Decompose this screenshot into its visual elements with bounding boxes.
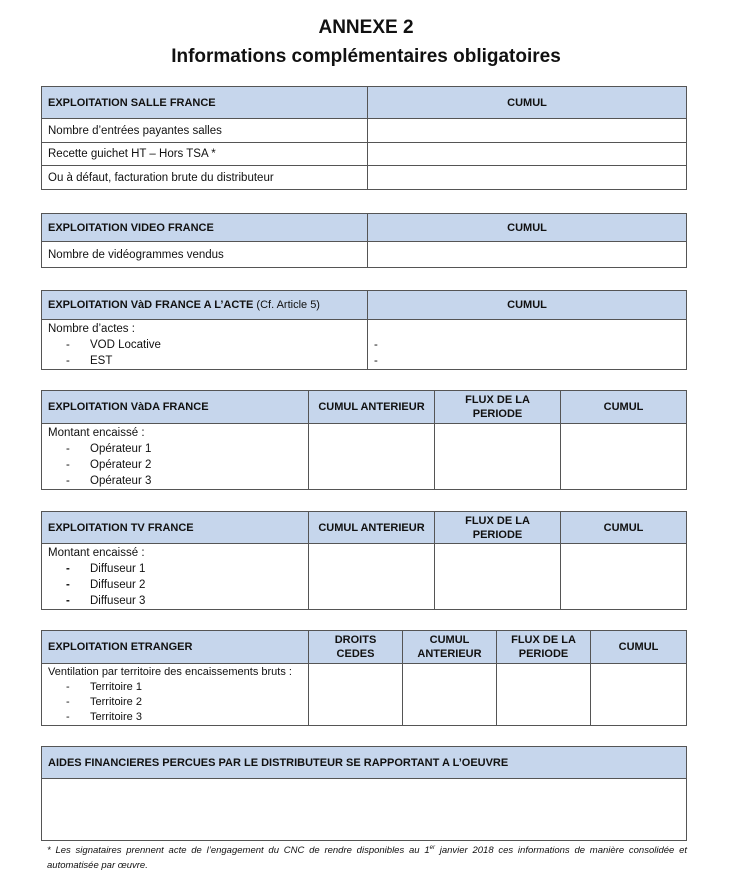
tv-header: EXPLOITATION TV FRANCE bbox=[42, 512, 309, 544]
vada-items-list bbox=[48, 441, 302, 489]
list-item: - Opérateur 3 bbox=[48, 473, 302, 489]
table-etranger bbox=[41, 630, 687, 726]
vada-header: EXPLOITATION VàDA FRANCE bbox=[42, 391, 309, 424]
etranger-col-droits: DROITS CEDES bbox=[309, 631, 403, 664]
table-vada-france bbox=[41, 390, 687, 490]
table-tv-france bbox=[41, 511, 687, 610]
etranger-items-list bbox=[48, 680, 302, 725]
table-vad-france bbox=[41, 290, 687, 370]
etranger-cell-cumul[interactable] bbox=[591, 664, 687, 726]
list-item: - Diffuseur 3 bbox=[48, 593, 302, 609]
vad-value-est: - bbox=[374, 355, 378, 367]
tv-col-cumul: CUMUL bbox=[561, 512, 687, 544]
etranger-col-cumul: CUMUL bbox=[591, 631, 687, 664]
video-cumul-header: CUMUL bbox=[368, 214, 687, 242]
salle-row-facturation: Ou à défaut, facturation brute du distributeur bbox=[42, 166, 368, 190]
list-item: - Territoire 2 bbox=[48, 695, 302, 710]
etranger-ventilation-label: Ventilation par territoire des encaissements bruts : bbox=[48, 666, 292, 678]
vad-value-vod: - bbox=[374, 339, 378, 351]
list-item: - Territoire 3 bbox=[48, 710, 302, 725]
tv-cell-cumul-anterieur[interactable] bbox=[309, 544, 435, 610]
vada-col-cumul-anterieur: CUMUL ANTERIEUR bbox=[309, 391, 435, 424]
vad-header-label: EXPLOITATION VàD FRANCE A L’ACTE bbox=[48, 299, 254, 311]
list-item: - Diffuseur 1 bbox=[48, 561, 302, 577]
salle-header: EXPLOITATION SALLE FRANCE bbox=[42, 87, 368, 119]
table-video-france bbox=[41, 213, 687, 268]
etranger-col-flux: FLUX DE LA PERIODE bbox=[497, 631, 591, 664]
tv-col-cumul-anterieur: CUMUL ANTERIEUR bbox=[309, 512, 435, 544]
vad-actes-label: Nombre d’actes : bbox=[48, 323, 135, 335]
tv-montant-cell bbox=[42, 544, 309, 610]
salle-cell-recette[interactable] bbox=[368, 143, 687, 166]
etranger-cell-cumul-anterieur[interactable] bbox=[403, 664, 497, 726]
salle-cumul-header: CUMUL bbox=[368, 87, 687, 119]
vada-cell-cumul-anterieur[interactable] bbox=[309, 424, 435, 490]
page-title: ANNEXE 2 bbox=[318, 17, 414, 38]
tv-col-flux: FLUX DE LA PERIODE bbox=[435, 512, 561, 544]
video-row-videogrammes: Nombre de vidéogrammes vendus bbox=[42, 242, 368, 268]
tv-montant-label: Montant encaissé : bbox=[48, 547, 145, 559]
etranger-cell-droits[interactable] bbox=[309, 664, 403, 726]
etranger-cell-flux[interactable] bbox=[497, 664, 591, 726]
salle-row-entrees: Nombre d’entrées payantes salles bbox=[42, 119, 368, 143]
etranger-ventilation-cell bbox=[42, 664, 309, 726]
tv-cell-cumul[interactable] bbox=[561, 544, 687, 610]
tv-cell-flux[interactable] bbox=[435, 544, 561, 610]
footnote: * Les signataires prennent acte de l’engagement du CNC de rendre disponibles au 1er janvier 2018 ces informations de manière consolidée et automatisée par œuvre. bbox=[47, 845, 687, 872]
tv-items-list bbox=[48, 561, 302, 609]
video-cell-videogrammes[interactable] bbox=[368, 242, 687, 268]
vad-actes-cell bbox=[42, 320, 368, 370]
etranger-header: EXPLOITATION ETRANGER bbox=[42, 631, 309, 664]
salle-cell-entrees[interactable] bbox=[368, 119, 687, 143]
list-item: - Diffuseur 2 bbox=[48, 577, 302, 593]
video-header: EXPLOITATION VIDEO FRANCE bbox=[42, 214, 368, 242]
salle-cell-facturation[interactable] bbox=[368, 166, 687, 190]
vada-montant-label: Montant encaissé : bbox=[48, 427, 145, 439]
list-item: - Territoire 1 bbox=[48, 680, 302, 695]
vada-montant-cell bbox=[42, 424, 309, 490]
list-item: - Opérateur 2 bbox=[48, 457, 302, 473]
aides-cell[interactable] bbox=[42, 779, 687, 841]
vada-col-cumul: CUMUL bbox=[561, 391, 687, 424]
vad-values-cell[interactable] bbox=[368, 320, 687, 370]
page-subtitle: Informations complémentaires obligatoires bbox=[171, 46, 561, 67]
salle-row-recette: Recette guichet HT – Hors TSA * bbox=[42, 143, 368, 166]
list-item: - Opérateur 1 bbox=[48, 441, 302, 457]
etranger-col-cumul-anterieur: CUMUL ANTERIEUR bbox=[403, 631, 497, 664]
vada-col-flux: FLUX DE LA PERIODE bbox=[435, 391, 561, 424]
list-item: - VOD Locative bbox=[48, 337, 361, 353]
vad-cumul-header: CUMUL bbox=[368, 291, 687, 320]
list-item: - EST bbox=[48, 353, 361, 369]
vada-cell-flux[interactable] bbox=[435, 424, 561, 490]
vad-header bbox=[42, 291, 368, 320]
vad-items-list bbox=[48, 337, 361, 369]
vada-cell-cumul[interactable] bbox=[561, 424, 687, 490]
aides-header: AIDES FINANCIERES PERCUES PAR LE DISTRIBUTEUR SE RAPPORTANT A L’OEUVRE bbox=[42, 747, 687, 779]
table-aides bbox=[41, 746, 687, 841]
vad-header-note: (Cf. Article 5) bbox=[256, 299, 320, 311]
table-salle-france bbox=[41, 86, 687, 190]
